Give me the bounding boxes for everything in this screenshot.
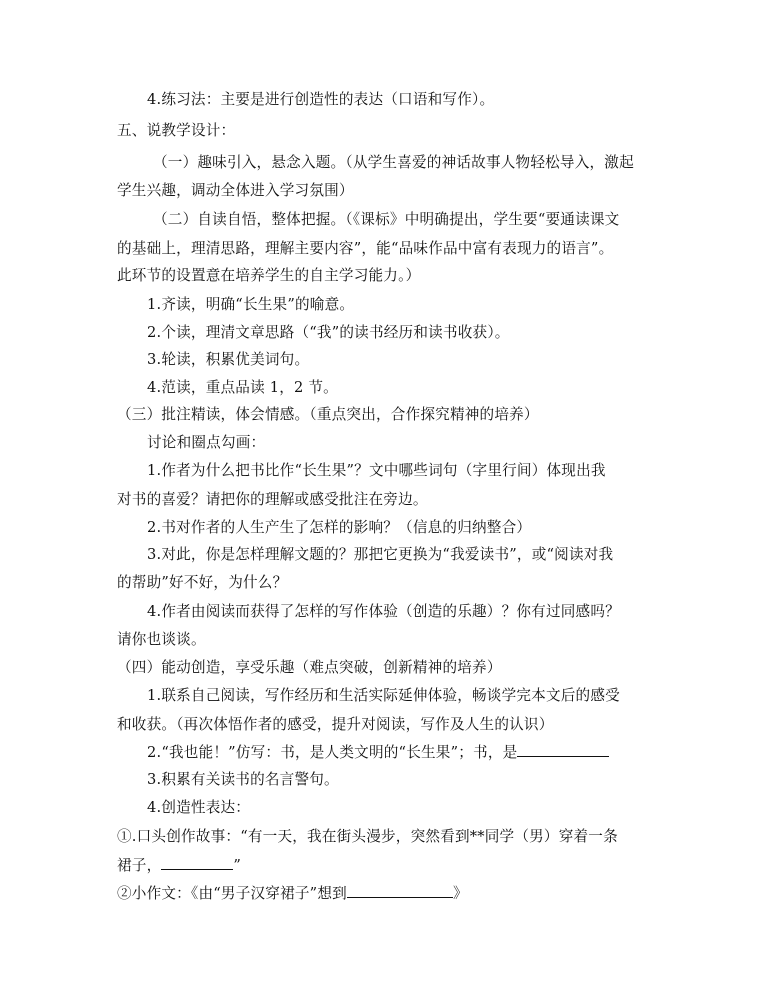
text-line: 和收获。（再次体悟作者的感受，提升对阅读，写作及人生的认识） bbox=[117, 716, 554, 733]
text-line: 1.作者为什么把书比作“长生果”？文中哪些词句（字里行间）体现出我 bbox=[147, 462, 606, 479]
text-line: 此环节的设置意在培养学生的自主学习能力。） bbox=[117, 267, 421, 284]
text-line: 请你也谈谈。 bbox=[117, 631, 206, 648]
text-line: 2.书对作者的人生产生了怎样的影响？（信息的归纳整合） bbox=[147, 519, 532, 536]
text-line-with-blank bbox=[117, 855, 657, 876]
text-segment: ” bbox=[233, 857, 242, 874]
text-line: 2.个读，理清文章思路（“我”的读书经历和读书收获）。 bbox=[147, 324, 510, 341]
text-line: （一）趣味引入，悬念入题。（从学生喜爱的神话故事人物轻松导入，激起 bbox=[153, 154, 634, 171]
text-line: 3.轮读，积累优美词句。 bbox=[147, 351, 310, 368]
section-heading: 五、说教学设计： bbox=[117, 122, 236, 139]
text-line: 讨论和圈点勾画： bbox=[147, 434, 266, 451]
text-line: 3.对此，你是怎样理解文题的？那把它更换为“我爱读书”，或“阅读对我 bbox=[147, 546, 614, 563]
text-line: 的基础上，理清思路，理解主要内容”，能“品味作品中富有表现力的语言”。 bbox=[117, 240, 614, 257]
fill-in-blank bbox=[347, 883, 453, 898]
text-line: 3.积累有关读书的名言警句。 bbox=[147, 771, 339, 788]
text-line: 4.范读，重点品读 1，2 节。 bbox=[147, 379, 338, 396]
text-line: 学生兴趣，调动全体进入学习氛围） bbox=[117, 182, 354, 199]
text-line: ①.口头创作故事：“有一天，我在街头漫步，突然看到**同学（男）穿着一条 bbox=[117, 828, 618, 845]
text-segment: 》 bbox=[452, 885, 468, 902]
text-line: 1.齐读，明确“长生果”的喻意。 bbox=[147, 296, 355, 313]
text-line: 1.联系自己阅读，写作经历和生活实际延伸体验，畅谈学完本文后的感受 bbox=[147, 687, 620, 704]
text-segment: ②小作文：《由“男子汉穿裙子”想到 bbox=[117, 885, 347, 902]
fill-in-blank bbox=[517, 742, 609, 757]
text-line: （二）自读自悟，整体把握。（《课标》中明确提出，学生要“要通读课文 bbox=[153, 211, 620, 228]
text-line-with-blank bbox=[147, 742, 687, 763]
text-line-with-blank bbox=[117, 883, 657, 904]
text-line: 4.创造性表达： bbox=[147, 799, 251, 816]
text-line: 对书的喜爱？请把你的理解或感受批注在旁边。 bbox=[117, 491, 428, 508]
text-segment: 2.“我也能！”仿写：书，是人类文明的“长生果”；书，是 bbox=[147, 744, 518, 761]
text-line: 4.练习法：主要是进行创造性的表达（口语和写作）。 bbox=[147, 91, 495, 108]
section-heading: （四）能动创造，享受乐趣（难点突破，创新精神的培养） bbox=[117, 659, 502, 676]
fill-in-blank bbox=[161, 855, 233, 870]
section-heading: （三）批注精读，体会情感。（重点突出，合作探究精神的培养） bbox=[117, 406, 539, 423]
text-line: 4.作者由阅读而获得了怎样的写作体验（创造的乐趣）？你有过同感吗？ bbox=[147, 603, 620, 620]
text-line: 的帮助”好不好，为什么？ bbox=[117, 574, 288, 591]
text-segment: 裙子， bbox=[117, 857, 162, 874]
